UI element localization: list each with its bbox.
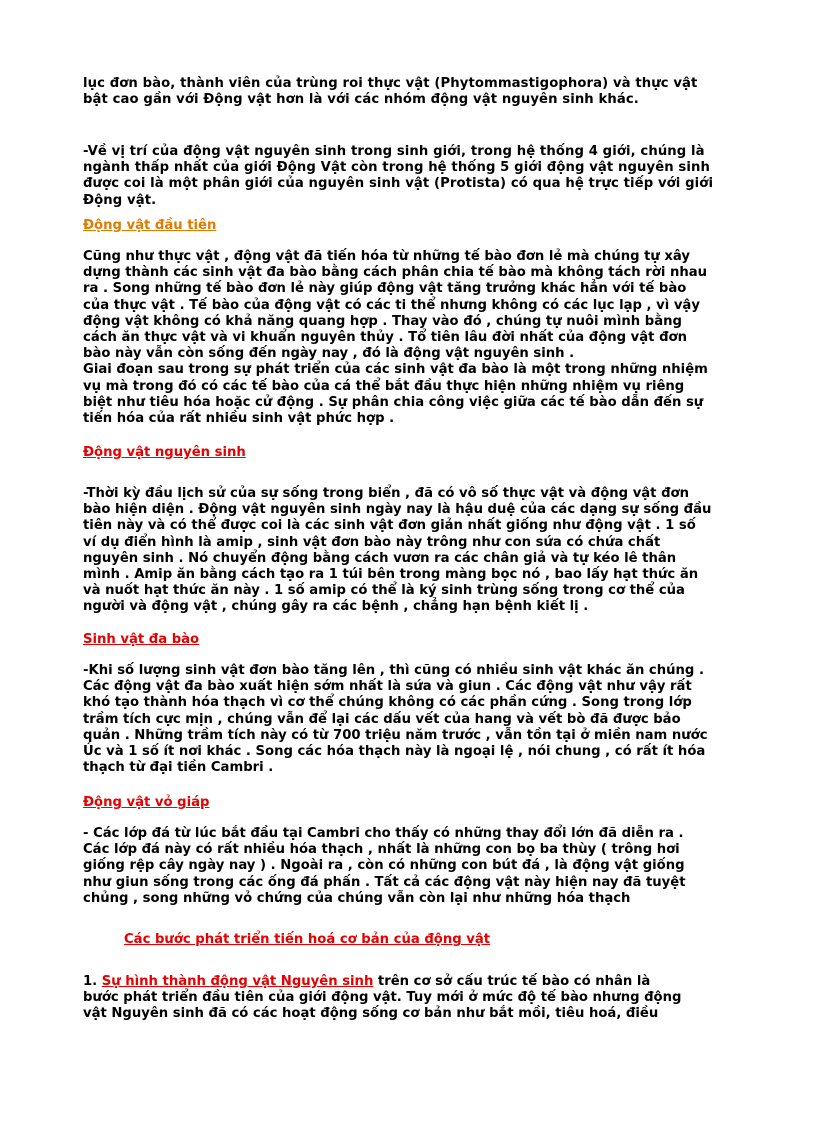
- shelled-animals-paragraph: - Các lớp đá từ lúc bắt đầu tại Cambri cho thấy có những thay đổi lớn đã diễn ra . Các lớp đá này có rất nhiều hóa thạch , nhất là những con bọ ba thùy ( trông hơi giống rệp cây ngày nay ) . Ngoài ra , còn có những con bút đá , là động vật giống như giun sống trong các ống đá phấn . Tất cả các động vật này hiện nay đã tuyệt chủng , song những vỏ chứng của chúng vẫn còn lại như những hóa thạch: [83, 826, 686, 906]
- heading-multicellular: Sinh vật đa bào: [83, 632, 200, 647]
- heading-evolution-steps: Các bước phát triển tiến hoá cơ bản của động vật: [124, 932, 491, 947]
- evolution-paragraph: [83, 974, 733, 1023]
- protozoa-formation-link[interactable]: Sự hình thành động vật Nguyên sinh: [101, 974, 374, 989]
- evolution-text: trên cơ sở cấu trúc tế bào có nhân là bước phát triển đầu tiên của giới động vật. Tuy mới ở mức độ tế bào nhưng động vật Nguyên sinh đã có các hoạt động sống cơ bản như bắt mồi, tiêu hoá, điều: [83, 974, 682, 1022]
- first-animals-paragraph: Cũng như thực vật , động vật đã tiến hóa từ những tế bào đơn lẻ mà chúng tự xây dựng thành các sinh vật đa bào bằng cách phân chia tế bào mà không tách rời nhau ra . Song những tế bào đơn lẻ này giúp động vật tăng trưởng khác hẳn với tế bào của thực vật . Tế bào của động vật có các ti thể nhưng không có các lục lạp , vì vậy động vật không có khả năng quang hợp . Thay vào đó , chúng tự nuôi mình bằng cách ăn thực vật và vi khuẩn nguyên thủy . Tổ tiên lâu đời nhất của động vật đơn bào này vẫn còn sống đến ngày nay , đó là động vật nguyên sinh . Giai đoạn sau trong sự phát triển của các sinh vật đa bào là một trong những nhiệm vụ mà trong đó có các tế bào của cá thể bắt đầu thực hiện những nhiệm vụ riêng biệt như tiêu hóa hoặc cử động . Sự phân chia công việc giữa các tế bào dẫn đến sự tiến hóa của rất nhiều sinh vật phức hợp .: [83, 249, 708, 427]
- heading-first-animals: Động vật đầu tiên: [83, 218, 217, 233]
- intro-paragraph: lục đơn bào, thành viên của trùng roi thực vật (Phytommastigophora) và thực vật bật cao gần với Động vật hơn là với các nhóm động vật nguyên sinh khác.: [83, 76, 698, 108]
- protozoa-paragraph: -Thời kỳ đầu lịch sử của sự sống trong biển , đã có vô số thực vật và động vật đơn bào hiện diện . Động vật nguyên sinh ngày nay là hậu duệ của các dạng sự sống đầu tiên này và có thể được coi là các sinh vật đơn giản nhất giống như động vật . 1 số ví dụ điển hình là amip , sinh vật đơn bào này trông như con sứa có chứa chất nguyên sinh . Nó chuyển động bằng cách vươn ra các chân giả và tự kéo lê thân mình . Amip ăn bằng cách tạo ra 1 túi bên trong màng bọc nó , bao lấy hạt thức ăn và nuốt hạt thức ăn này . 1 số amip có thể là ký sinh trùng sống trong cơ thể của người và động vật , chúng gây ra các bệnh , chẳng hạn bệnh kiết lị .: [83, 486, 712, 615]
- list-number: 1.: [83, 974, 102, 989]
- heading-protozoa: Động vật nguyên sinh: [83, 445, 246, 460]
- position-paragraph: -Về vị trí của động vật nguyên sinh trong sinh giới, trong hệ thống 4 giới, chúng là ngành thấp nhất của giới Động Vật còn trong hệ thống 5 giới động vật nguyên sinh được coi là một phân giới của nguyên sinh vật (Protista) có qua hệ trực tiếp với giới Động vật.: [83, 144, 714, 208]
- multicellular-paragraph: -Khi số lượng sinh vật đơn bào tăng lên , thì cũng có nhiều sinh vật khác ăn chúng . Các động vật đa bào xuất hiện sớm nhất là sứa và giun . Các động vật như vậy rất khó tạo thành hóa thạch vì cơ thể chúng không có các phần cứng . Song trong lớp trầm tích cực mịn , chúng vẫn để lại các dấu vết của hang và vết bò đã được bảo quản . Những trầm tích này có từ 700 triệu năm trước , vẫn tồn tại ở miền nam nước Úc và 1 số ít nơi khác . Song các hóa thạch này là ngoại lệ , nói chung , có rất ít hóa thạch từ đại tiền Cambri .: [83, 663, 708, 776]
- heading-shelled-animals: Động vật vỏ giáp: [83, 795, 210, 810]
